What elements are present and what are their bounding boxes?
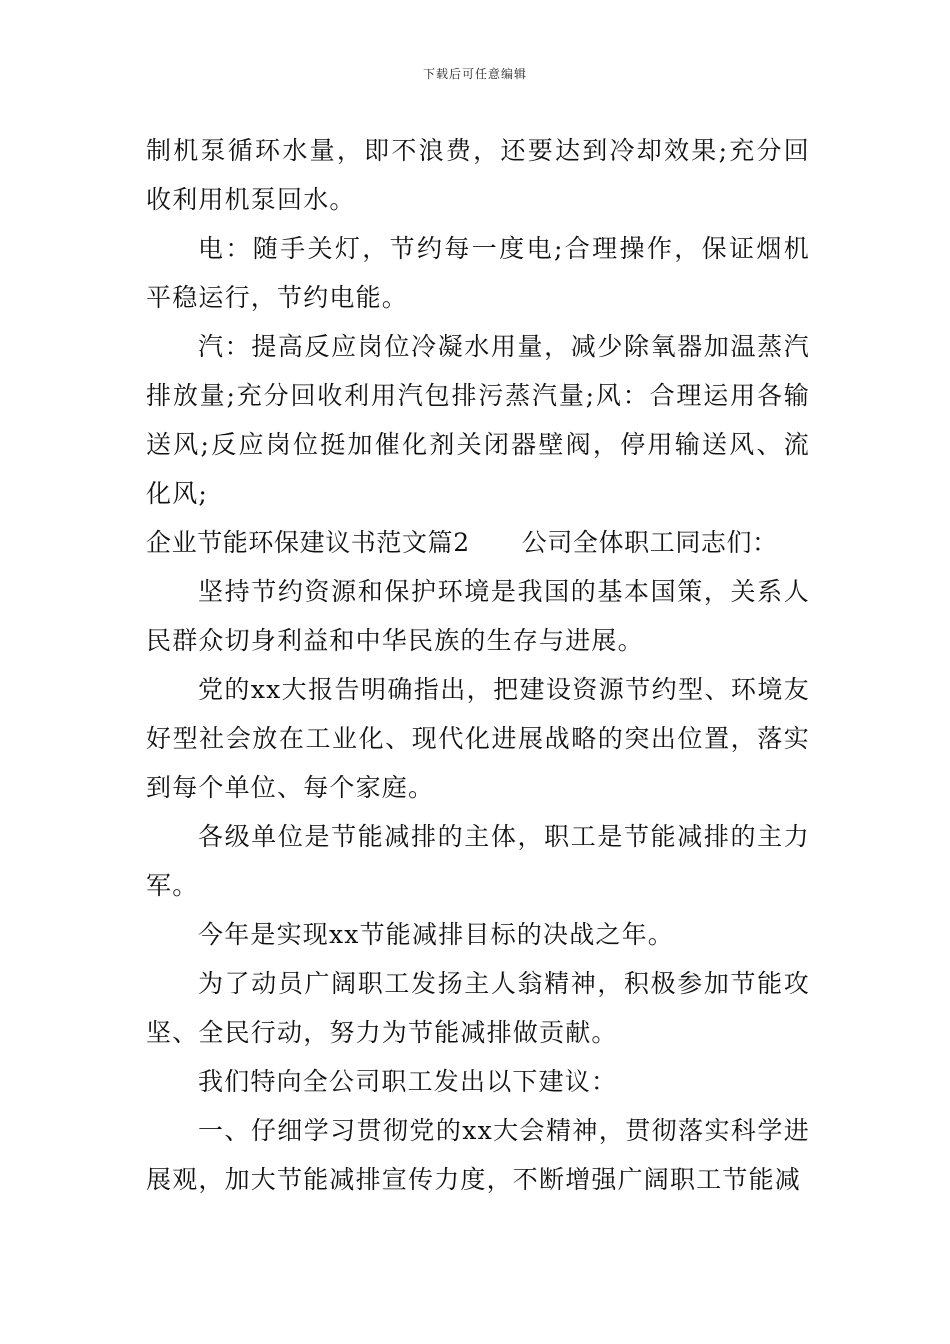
paragraph-party-report: 党的xx大报告明确指出，把建设资源节约型、环境友好型社会放在工业化、现代化进展战略的突出位置，落实到每个单位、每个家庭。 (146, 675, 810, 802)
paragraph-electricity: 电：随手关灯，节约每一度电;合理操作，保证烟机平稳运行，节约电能。 (146, 234, 810, 312)
section-heading-line (146, 518, 810, 567)
section-title: 企业节能环保建议书范文篇2 (146, 528, 470, 557)
paragraph-proposal-one: 一、仔细学习贯彻党的xx大会精神，贯彻落实科学进展观，加大节能减排宣传力度，不断增强广阔职工节能减 (146, 1116, 810, 1194)
paragraph-basic-policy: 坚持节约资源和保护环境是我国的基本国策，关系人民群众切身利益和中华民族的生存与进展。 (146, 577, 810, 655)
paragraph-decisive-year: 今年是实现xx节能减排目标的决战之年。 (198, 920, 674, 949)
paragraph-mobilize: 为了动员广阔职工发扬主人翁精神，积极参加节能攻坚、全民行动，努力为节能减排做贡献。 (146, 969, 810, 1047)
document-body (146, 126, 810, 1204)
paragraph-water: 制机泵循环水量，即不浪费，还要达到冷却效果;充分回收利用机泵回水。 (146, 136, 810, 214)
paragraph-main-body: 各级单位是节能减排的主体，职工是节能减排的主力军。 (146, 822, 810, 900)
paragraph-proposal-intro: 我们特向全公司职工发出以下建议： (198, 1067, 618, 1096)
paragraph-steam-wind: 汽：提高反应岗位冷凝水用量，减少除氧器加温蒸汽排放量;充分回收利用汽包排污蒸汽量;风：合理运用各输送风;反应岗位挺加催化剂关闭器壁阀，停用输送风、流化风; (146, 332, 810, 508)
page-header: 下载后可任意编辑 (422, 67, 527, 81)
salutation: 公司全体职工同志们： (521, 528, 778, 557)
